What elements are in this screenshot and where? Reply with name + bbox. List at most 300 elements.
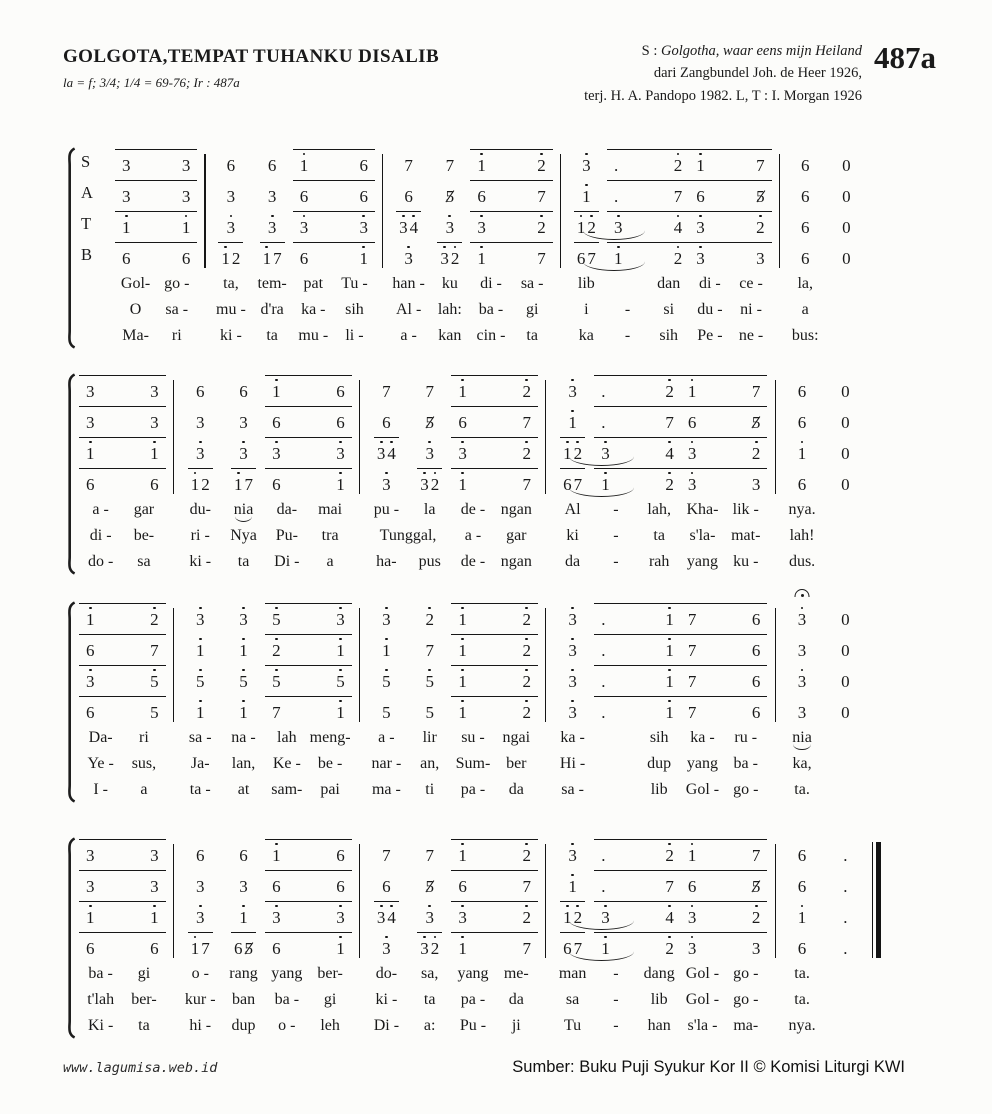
note-cell (470, 240, 552, 271)
lyric-syllable: sih (345, 301, 364, 319)
note-cell (365, 837, 408, 868)
lyric-syllable: nia (780, 725, 823, 751)
note: 5 (196, 669, 205, 691)
lyric-bar-gap (767, 523, 780, 549)
system-1 (63, 147, 887, 349)
note-cell (179, 601, 222, 632)
note-cell (551, 837, 594, 868)
note: 7 (522, 877, 531, 897)
lyric-syllable: go - (733, 965, 759, 983)
lyric-syllable: ma - (371, 781, 401, 799)
note-cell (115, 240, 197, 271)
note: 2 (752, 905, 761, 927)
lyric-syllable: ri (139, 729, 149, 747)
lyric-syllable: ta (138, 1017, 150, 1035)
lyric-syllable: me- (503, 965, 529, 983)
lyric-bar-gap (166, 961, 179, 987)
note: 1 (191, 472, 200, 494)
note-cell (429, 240, 470, 271)
note-cell (293, 209, 375, 240)
barline (352, 466, 365, 497)
note: 1 (182, 215, 191, 237)
end-spacer (867, 240, 887, 271)
note: 3 (568, 700, 577, 722)
note-cell (179, 466, 222, 497)
note: 1 (798, 905, 807, 927)
note: 3 (239, 441, 248, 463)
end-spacer (867, 435, 887, 466)
lyric-syllable: s'la - (687, 1017, 718, 1035)
note: 3 (756, 249, 765, 269)
note: 2 (587, 215, 596, 237)
barline (553, 178, 566, 209)
lyric-syllable: Ma- (122, 327, 149, 345)
lyric-syllable (594, 725, 637, 751)
lyric-syllable: ta (423, 991, 436, 1009)
barline (352, 694, 365, 725)
note: 6 (751, 610, 761, 630)
note: 0 (841, 672, 850, 692)
system-grid (79, 601, 887, 803)
lyric-syllable: sa, (421, 965, 439, 983)
note-cell (594, 632, 681, 663)
lyric-syllable: i (584, 301, 589, 319)
note: 3 (336, 905, 345, 927)
label-spacer (79, 271, 115, 297)
note-cell (594, 373, 681, 404)
note: 2 (665, 936, 674, 958)
barline (767, 868, 780, 899)
note: 6 (299, 249, 309, 269)
lyric-syllable: rang (229, 965, 258, 983)
note: 2 (674, 153, 683, 175)
note-cell (780, 435, 823, 466)
note: 6 (477, 187, 486, 207)
lyric-syllable: ki (566, 527, 579, 545)
note: 3 (272, 905, 281, 927)
note: 3 (382, 472, 391, 494)
note: 0 (841, 641, 850, 661)
lyric-syllable: nya. (788, 1017, 816, 1035)
note: 3 (196, 441, 205, 463)
lyric-syllable: ban (231, 991, 256, 1009)
note: 1 (263, 246, 272, 268)
lyric-bar-gap (352, 961, 365, 987)
source-title-italic: Golgotha, waar eens mijn Heiland (661, 43, 862, 59)
lyric-syllable: Kha- (686, 501, 719, 519)
lyric-bar-gap (767, 987, 780, 1013)
note-cell (79, 837, 166, 868)
note: 3 (582, 153, 591, 175)
lyric-syllable: da (565, 553, 581, 571)
note: 5 (150, 669, 159, 691)
end-spacer (867, 178, 887, 209)
note-cell (429, 147, 470, 178)
note: 3 (382, 936, 391, 958)
note-cell (79, 373, 166, 404)
note: 6 (336, 413, 345, 433)
note: 2 (752, 441, 761, 463)
lyric-syllable: a - (92, 501, 109, 519)
barline (352, 404, 365, 435)
voice-label: T (81, 214, 92, 234)
note-cell (210, 240, 251, 271)
lyric-bar-gap (767, 751, 780, 777)
lyric-bar-gap (352, 725, 365, 751)
note-cell (594, 601, 681, 632)
note: 3 (150, 846, 159, 866)
note: 1 (300, 153, 309, 175)
note-cell (222, 404, 265, 435)
note: 3 (150, 382, 159, 402)
note-cell (293, 178, 375, 209)
note: 6 (359, 187, 369, 207)
note: 3 (458, 441, 467, 463)
note: 7 (522, 939, 531, 959)
note: 3 (268, 215, 277, 237)
note: 2 (537, 153, 546, 175)
voice-label: A (81, 183, 93, 203)
note: 6 (800, 218, 810, 238)
note: 6 (797, 382, 807, 402)
note: 2 (522, 700, 531, 722)
note: 3 (377, 441, 386, 463)
lyric-syllable: lir (422, 729, 437, 747)
note: 1 (239, 700, 248, 722)
lyric-syllable: dang (643, 965, 675, 983)
note: 3 (798, 607, 807, 629)
lyric-syllable: ngai (502, 729, 531, 747)
lyric-syllable: tra (321, 527, 339, 545)
lyric-syllable: - (613, 553, 619, 571)
system-brace-icon (63, 601, 76, 803)
note: 7 (687, 610, 697, 630)
note: 1 (382, 638, 391, 660)
lyric-syllable: gi (525, 301, 539, 319)
lyric-syllable: Gol- (120, 275, 151, 293)
note: 7 (687, 641, 697, 661)
note: 3 (150, 413, 159, 433)
barline (538, 930, 551, 961)
lyric-syllable: go - (733, 991, 759, 1009)
lyric-syllable: be- (133, 527, 155, 545)
note-cell (689, 147, 771, 178)
lyric-syllable: du- (189, 501, 211, 519)
note: 6 (299, 187, 309, 207)
note: 6 (336, 846, 345, 866)
barline (767, 632, 780, 663)
note: 3 (181, 187, 191, 207)
note: 1 (86, 905, 95, 927)
end-spacer (867, 777, 887, 803)
lyric-syllable: meng- (309, 729, 351, 747)
lyric-syllable: sih (659, 327, 679, 345)
note: 4 (410, 215, 419, 237)
lyric-syllable: du - (697, 301, 723, 319)
note-cell (388, 240, 429, 271)
lyric-syllable: o - (278, 1017, 296, 1035)
note-cell (265, 435, 352, 466)
barline (772, 178, 785, 209)
lyric-syllable: O (129, 301, 142, 319)
lyric-bar-gap (166, 777, 179, 803)
note-cell (79, 435, 166, 466)
note: 7 (537, 187, 546, 207)
final-double-bar (867, 930, 887, 961)
end-spacer (867, 404, 887, 435)
barline (166, 663, 179, 694)
note-cell (824, 930, 867, 961)
note: 3 (150, 877, 159, 897)
note: 3 (336, 607, 345, 629)
lyric-bar-gap (767, 777, 780, 803)
note-cell (388, 178, 429, 209)
note-cell (408, 899, 451, 930)
note: 2 (522, 379, 531, 401)
lyric-syllable: t'lah (87, 991, 115, 1009)
note: 6 (382, 877, 391, 897)
note: 5 (425, 669, 434, 691)
note-cell (689, 178, 771, 209)
note: 1 (196, 638, 205, 660)
source-block (584, 40, 862, 107)
barline (352, 837, 365, 868)
note: 6 (563, 939, 572, 959)
note-cell (681, 632, 768, 663)
lyric-syllable: yang (457, 965, 489, 983)
note-cell (79, 899, 166, 930)
note: 1 (665, 607, 674, 629)
note: 7 (150, 641, 159, 661)
barline (538, 868, 551, 899)
lyric-syllable: la, (797, 275, 813, 293)
note: 2 (522, 905, 531, 927)
lyric-bar-gap (352, 1013, 365, 1039)
lyric-syllable: Hi - (559, 755, 586, 773)
note: 6 (797, 475, 807, 495)
voice-label: B (81, 245, 93, 265)
note-cell (365, 601, 408, 632)
note-cell (265, 632, 352, 663)
note: 1 (86, 607, 95, 629)
note-cell (780, 466, 823, 497)
note-cell (826, 240, 867, 271)
lyric-syllable: Pe - (697, 327, 723, 345)
note: 7 (665, 413, 674, 433)
note: 7 (382, 846, 391, 866)
note: 3 (377, 905, 386, 927)
lyric-bar-gap (538, 751, 551, 777)
note: 6 (150, 939, 159, 959)
note-cell (408, 868, 451, 899)
note-cell (179, 373, 222, 404)
note: 3 (568, 843, 577, 865)
lyric-syllable: ce - (739, 275, 763, 293)
lyric-bar-gap (553, 297, 566, 323)
lyric-syllable (826, 297, 867, 323)
lyric-syllable: mu - (298, 327, 329, 345)
barline (553, 147, 566, 178)
barline (166, 466, 179, 497)
note-cell (681, 373, 768, 404)
note-cell (681, 930, 768, 961)
note: 1 (665, 669, 674, 691)
note-cell (210, 209, 251, 240)
note-cell (826, 178, 867, 209)
note-cell (551, 435, 594, 466)
note: 6 (687, 413, 697, 433)
note-cell (824, 373, 867, 404)
lyric-syllable: Ja- (190, 755, 210, 773)
lyric-bar-gap (375, 297, 388, 323)
note: 1 (477, 153, 486, 175)
note: 2 (150, 607, 159, 629)
note: 6 (458, 877, 467, 897)
note-cell (79, 632, 166, 663)
note: 3 (425, 905, 434, 927)
label-spacer (79, 297, 115, 323)
barline (767, 899, 780, 930)
note: 7 (537, 249, 546, 269)
system-3 (63, 601, 887, 803)
note-cell (689, 209, 771, 240)
lyric-syllable: da- (276, 501, 298, 519)
note-cell (824, 837, 867, 868)
lyric-syllable: ngan (500, 553, 532, 571)
note: 3 (797, 641, 807, 661)
note: 3 (86, 877, 95, 897)
note: 7 (445, 156, 455, 176)
note: 2 (665, 379, 674, 401)
lyric-syllable: ber- (131, 991, 157, 1009)
lyric-syllable: pa - (460, 781, 486, 799)
end-spacer (867, 209, 887, 240)
note-cell (222, 868, 265, 899)
lyric-syllable: su - (461, 729, 485, 747)
note: 5 (425, 410, 434, 432)
note: . (843, 939, 848, 959)
lyric-bar-gap (166, 725, 179, 751)
note: 1 (665, 638, 674, 660)
lyric-syllable: ku - (733, 553, 759, 571)
lyric-syllable: mai (318, 501, 343, 519)
note: 2 (522, 669, 531, 691)
note: 6 (336, 877, 345, 897)
note-cell (451, 373, 538, 404)
lyric-syllable: dan (657, 275, 681, 293)
end-spacer (867, 297, 887, 323)
barline (197, 209, 210, 240)
note: 1 (458, 843, 467, 865)
note-cell (681, 601, 768, 632)
note-cell (566, 178, 607, 209)
lyric-bar-gap (166, 751, 179, 777)
note: 1 (336, 638, 345, 660)
note-cell (594, 868, 681, 899)
note-cell (179, 930, 222, 961)
lyric-syllable: nar - (371, 755, 402, 773)
note: 3 (181, 156, 191, 176)
note-cell (222, 601, 265, 632)
lyric-syllable: ki - (189, 553, 212, 571)
note-cell (408, 837, 451, 868)
lyric-bar-gap (767, 497, 780, 523)
note-cell (566, 209, 607, 240)
note-cell (408, 466, 451, 497)
note-cell (179, 899, 222, 930)
lyric-syllable: ta (526, 327, 538, 345)
lyric-syllable: ta. (794, 781, 810, 799)
note-cell (607, 240, 689, 271)
lyric-syllable: - (624, 301, 631, 319)
lyric-syllable: go - (164, 275, 190, 293)
note: 6 (86, 641, 95, 661)
note: 2 (574, 905, 583, 927)
note-cell (365, 435, 408, 466)
note: 1 (577, 215, 586, 237)
note: 5 (272, 607, 281, 629)
note: 3 (568, 669, 577, 691)
lyric-syllable (826, 323, 867, 349)
note-cell (551, 373, 594, 404)
barline (375, 178, 388, 209)
barline (352, 632, 365, 663)
note: 1 (477, 246, 486, 268)
lyric-syllable: ba - (274, 991, 300, 1009)
note: 3 (122, 187, 131, 207)
note: 7 (756, 156, 765, 176)
note: 3 (226, 187, 236, 207)
lyric-bar-gap (197, 323, 210, 349)
note: 4 (387, 905, 396, 927)
end-spacer (867, 1013, 887, 1039)
lyric-bar-gap (767, 961, 780, 987)
note: 1 (122, 215, 131, 237)
note: 2 (522, 638, 531, 660)
barline (197, 240, 210, 271)
note: 1 (798, 441, 807, 463)
note: 6 (122, 249, 131, 269)
note: 1 (563, 905, 572, 927)
note-cell (780, 404, 823, 435)
lyric-syllable: di - (89, 527, 112, 545)
note: 6 (797, 846, 807, 866)
lyric-syllable: - (613, 1017, 619, 1035)
barline (772, 147, 785, 178)
note-cell (265, 601, 352, 632)
lyric-syllable: da (508, 781, 524, 799)
note: 3 (272, 441, 281, 463)
system-grid (79, 373, 887, 575)
note: 3 (798, 669, 807, 691)
note: 2 (537, 215, 546, 237)
note: 1 (568, 874, 577, 896)
lyric-bar-gap (767, 725, 780, 751)
barline (166, 837, 179, 868)
note: 6 (687, 877, 697, 897)
lyric-syllable (824, 549, 867, 575)
note: 1 (272, 379, 281, 401)
note: 6 (272, 877, 281, 897)
note-cell (79, 663, 166, 694)
note-cell (451, 663, 538, 694)
note-cell (681, 694, 768, 725)
system-brace-icon (63, 147, 76, 349)
note-cell (780, 868, 823, 899)
lyric-syllable: nya. (788, 501, 816, 519)
note-cell (265, 868, 352, 899)
note: 1 (458, 936, 467, 958)
